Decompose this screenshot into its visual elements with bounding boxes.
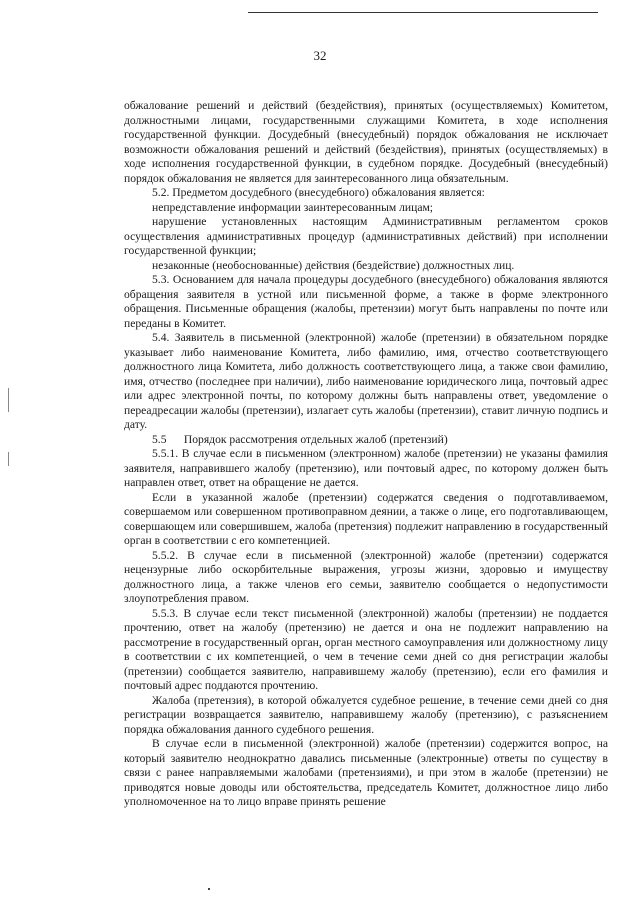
paragraph: Жалоба (претензия), в которой обжалуется судебное решение, в течение семи дней со дня регистрации возвращается заявителю, направившему жалобу (претензию), с разъяснением порядка обжалования данного судебного решения.	[124, 693, 608, 736]
paragraph: 5.5.3. В случае если текст письменной (электронной) жалобы (претензии) не поддается прочтению, ответ на жалобу (претензию) не дается и она не подлежит направлению на рассмотрение в государственный орган, орган местного самоуправления или должностному лицу в соответствии с их компетенцией, о чем в течение семи дней со дня регистрации жалобы (претензии) сообщается заявителю, направившему жалобу (претензию), если его фамилия и почтовый адрес поддаются прочтению.	[124, 606, 608, 692]
scan-speck	[208, 888, 210, 890]
paragraph: непредставление информации заинтересованным лицам;	[152, 200, 434, 214]
header-rule	[248, 12, 598, 13]
paragraph: 5.3. Основанием для начала процедуры досудебного (внесудебного) обжалования являются обращения заявителя в устной или письменной форме, а также в форме электронного обращения. Письменные обращения (жалобы, претензии) могут быть направлены по почте или переданы в Комитет.	[124, 273, 608, 330]
paragraph: обжалование решений и действий (бездействия), принятых (осуществляемых) Комитетом, должностными лицами, государственными служащими Комитета, в ходе исполнения государственной функции. Досудебный (внесудебный) порядок обжалования не исключает возможности обжалования решений и действий (бездействия), принятых (осуществляемых) в ходе исполнения государственной функции, в судебном порядке. Досудебный (внесудебный) порядок обжалования не является для заинтересованного лица обязательным.	[124, 99, 608, 185]
section-heading: 5.5 Порядок рассмотрения отдельных жалоб (претензий)	[152, 432, 448, 446]
scan-margin-mark	[8, 452, 9, 466]
document-body	[124, 99, 608, 810]
paragraph: нарушение установленных настоящим Административным регламентом сроков осуществления административных процедур (административных действий) при исполнении государственной функции;	[124, 215, 608, 257]
paragraph: незаконные (необоснованные) действия (бездействие) должностных лиц.	[152, 258, 515, 272]
scan-margin-mark	[8, 388, 9, 412]
paragraph: Если в указанной жалобе (претензии) содержатся сведения о подготавливаемом, совершаемом или совершенном противоправном деянии, а также о лице, его подготавливающем, совершающем или совершившем, жалоба (претензия) подлежит направлению в государственный орган в соответствии с его компетенцией.	[124, 490, 608, 547]
paragraph: 5.5.2. В случае если в письменной (электронной) жалобе (претензии) содержатся нецензурные либо оскорбительные выражения, угрозы жизни, здоровью и имуществу должностного лица, а также членов его семьи, заявителю сообщается о недопустимости злоупотребления правом.	[124, 548, 608, 605]
paragraph: 5.4. Заявитель в письменной (электронной) жалобе (претензии) в обязательном порядке указывает либо наименование Комитета, либо фамилию, имя, отчество соответствующего должностного лица Комитета, либо должность соответствующего лица, а также свои фамилию, имя, отчество (последнее при наличии), либо наименование юридического лица, почтовый адрес или адрес электронной почты, по которому должны быть направлены ответ, уведомление о переадресации жалобы (претензии), излагает суть жалобы (претензии), ставит личную подпись и дату.	[124, 331, 608, 431]
page-number: 32	[313, 48, 327, 63]
paragraph: 5.5.1. В случае если в письменном (электронном) жалобе (претензии) не указаны фамилия заявителя, направившего жалобу (претензию), или почтовый адрес, по которому должен быть направлен ответ, ответ на обращение не дается.	[124, 447, 608, 489]
paragraph: 5.2. Предметом досудебного (внесудебного) обжалования является:	[152, 186, 485, 199]
paragraph: В случае если в письменной (электронной) жалобе (претензии) содержится вопрос, на который заявителю неоднократно давались письменные (электронные) ответы по существу в связи с ранее направляемыми жалобами (претензиями), и при этом в жалобе (претензии) не приводятся новые доводы или обстоятельства, председатель Комитет, должностное лицо либо уполномоченное на то лицо вправе принять решение	[124, 737, 608, 808]
